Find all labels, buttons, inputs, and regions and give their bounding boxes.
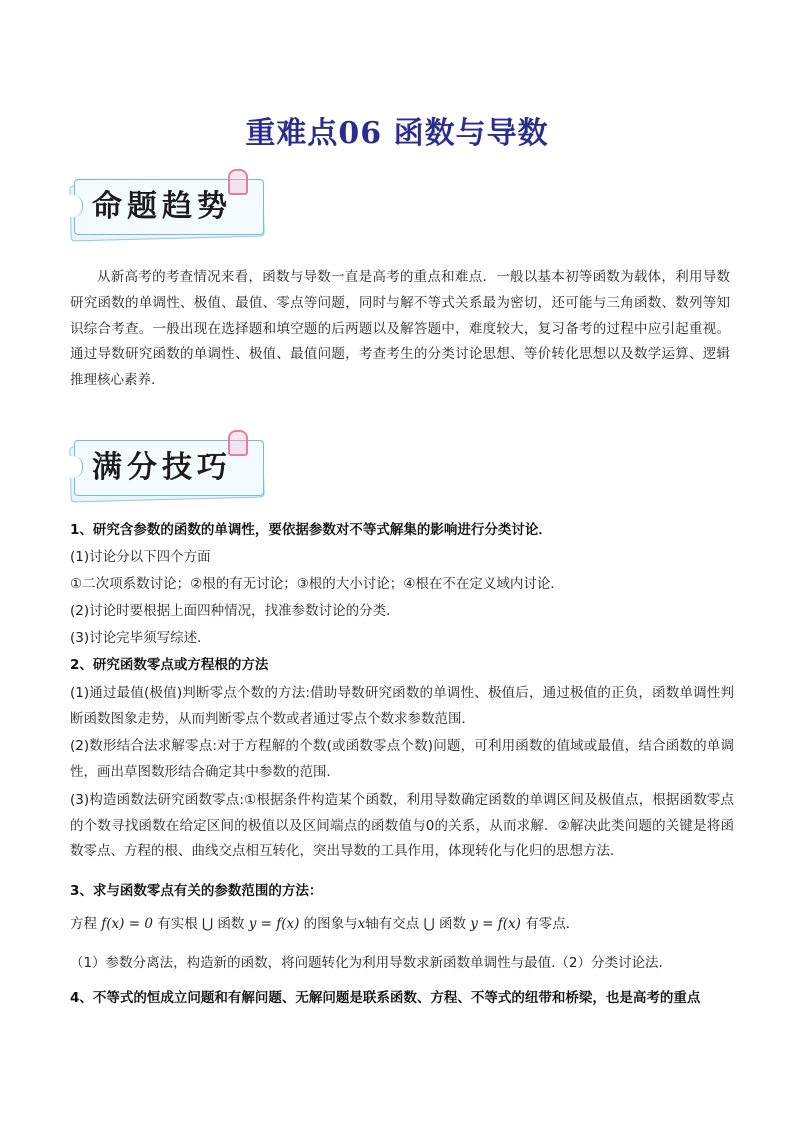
union-symbol: ⋃ [202,916,214,932]
skill-line: （1）参数分离法，构造新的函数，将问题转化为利用导数求新函数单调性与最值.（2）分类讨论法. [70,955,663,971]
skill-line: (2)讨论时要根据上面四种情况，找准参数讨论的分类． [70,603,400,619]
eq-text: 函数 [217,916,245,932]
skill-paragraph: (1)通过最值(极值)判断零点个数的方法:借助导数研究函数的单调性、极值后，通过极值的正负，函数单调性判断函数图象走势，从而判断零点个数或者通过零点个数求参数范围． [70,685,734,727]
eq-text: 的图象与 [303,916,358,932]
section-label-skills: 满分技巧 [92,450,232,485]
eq-text: 函数 [438,916,466,932]
equivalence-line [70,912,734,938]
eq-formula: f(x) = 0 [101,916,153,932]
skill-heading-1: 1、研究含参数的函数的单调性，要依据参数对不等式解集的影响进行分类讨论． [70,522,552,538]
page-title: 重难点06 函数与导数 [245,116,549,151]
eq-text: 轴有交点 [365,916,420,932]
skill-paragraph: (2)数形结合法求解零点:对于方程解的个数(或函数零点个数)问题，可利用函数的值域或最值，结合函数的单调性，画出草图数形结合确定其中参数的范围． [70,738,734,780]
skill-line: (1)讨论分以下四个方面 [70,549,211,565]
eq-formula: y = f(x) [470,916,521,932]
trend-paragraph: 从新高考的考查情况来看，函数与导数一直是高考的重点和难点．一般以基本初等函数为载体，利用导数研究函数的单调性、极值、最值、零点等问题，同时与解不等式关系最为密切，还可能与三角函数、数列等知识综合考查。一般出现在选择题和填空题的后两题以及解答题中，难度较大，复习备考的过程中应引起重视。通过导数研究函数的单调性、极值、最值问题，考查考生的分类讨论思想、等价转化思想以及数学运算、逻辑推理核心素养. [70,269,730,389]
section-banner-trend [70,177,266,239]
eq-text: 有零点． [525,916,580,932]
skill-line: (3)讨论完毕须写综述． [70,630,211,646]
eq-text: 有实根 [157,916,198,932]
skill-heading-4: 4、不等式的恒成立问题和有解问题、无解问题是联系函数、方程、不等式的纽带和桥梁，也是高考的重点 [70,990,701,1006]
skill-heading-2: 2、研究函数零点或方程根的方法 [70,657,269,673]
section-label-trend: 命题趋势 [92,189,232,224]
skill-heading-3: 3、求与函数零点有关的参数范围的方法： [70,883,323,899]
union-symbol: ⋃ [423,916,435,932]
eq-variable: x [357,916,366,932]
skill-line: ①二次项系数讨论；②根的有无讨论；③根的大小讨论；④根在不在定义域内讨论． [70,576,564,592]
eq-formula: y = f(x) [248,916,300,932]
skill-paragraph: (3)构造函数法研究函数零点:①根据条件构造某个函数，利用导数确定函数的单调区间及极值点，根据函数零点的个数寻找函数在给定区间的极值以及区间端点的函数值与0的关系，从而求解．②解决此类问题的关键是将函数零点、方程的根、曲线交点相互转化，突出导数的工具作用，体现转化与化归的思想方法． [70,792,734,859]
eq-text: 方程 [70,916,97,932]
section-banner-skills [70,438,266,500]
